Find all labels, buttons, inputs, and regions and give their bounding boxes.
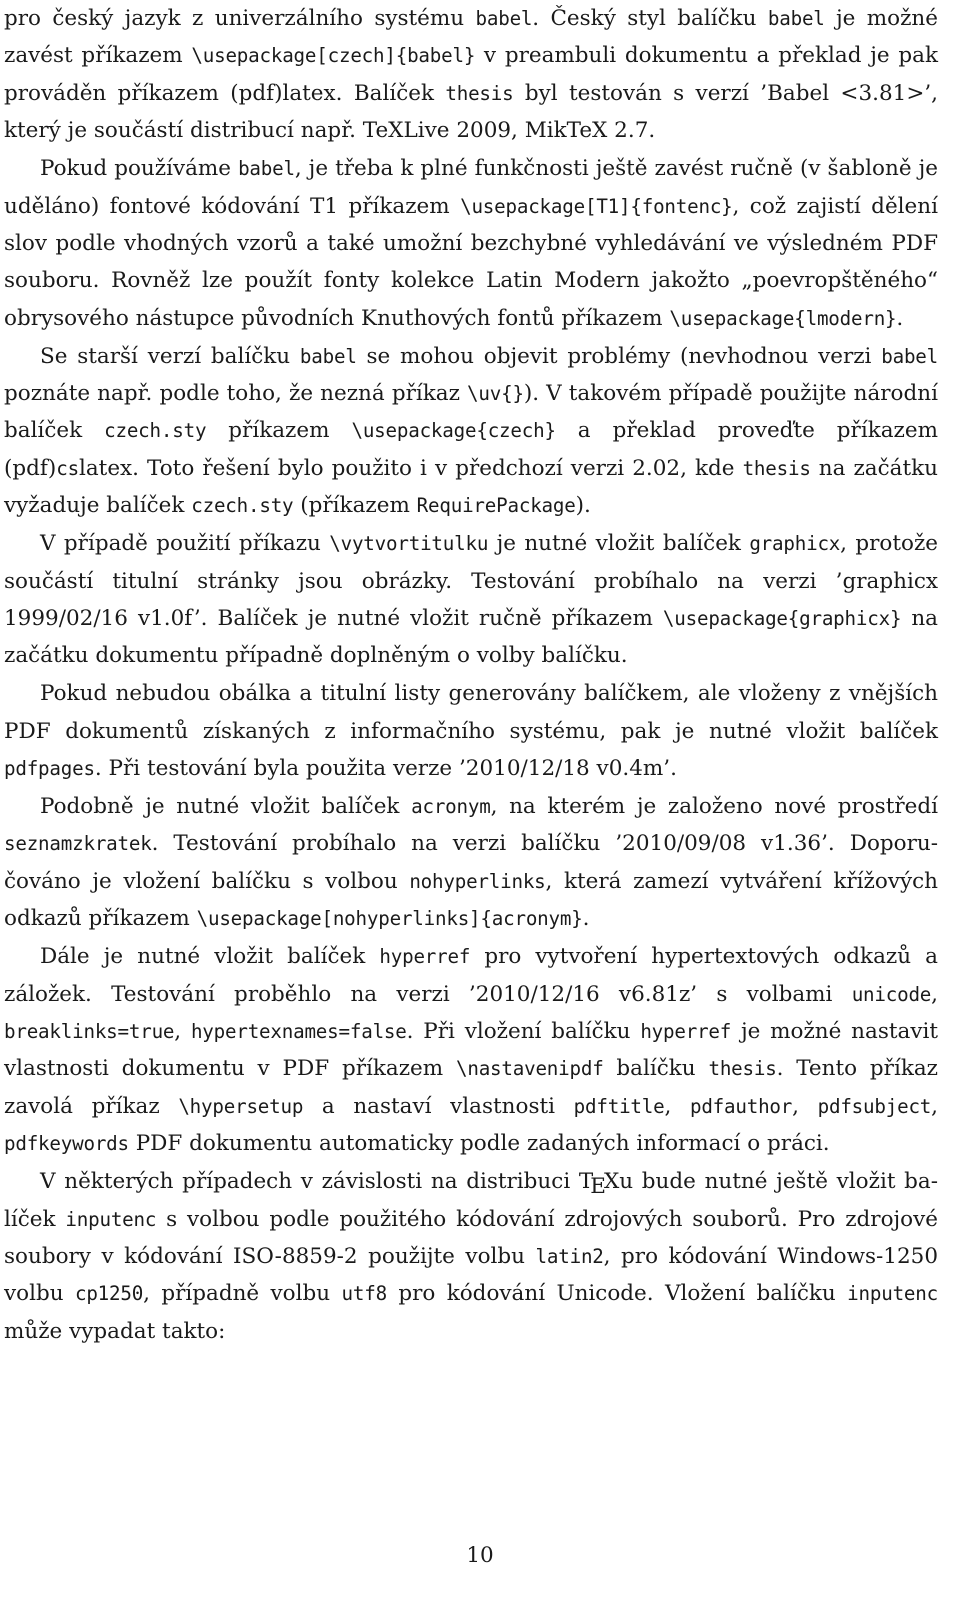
code-unicode: unicode: [851, 982, 932, 1006]
code-czech-sty: czech.sty: [191, 494, 294, 518]
code-thesis: thesis: [445, 81, 514, 105]
tex-logo-t: T: [578, 1169, 594, 1195]
code-babel: babel: [767, 7, 825, 30]
text-run: byl testován s verzí ’Babel <3.81>’, který je součástí distribucí např. TeXLive 2009, MikTeX 2.7.: [4, 80, 939, 144]
paragraph-hyperref: [4, 938, 938, 1162]
code-thesis: thesis: [742, 456, 811, 480]
text-run: balíčku: [603, 1056, 709, 1082]
text-run: pro kódování Unicode. Vložení balíčku: [386, 1281, 848, 1307]
text-run: .: [582, 906, 590, 932]
paragraph-older-babel: [4, 338, 938, 525]
code-thesis: thesis: [708, 1057, 777, 1081]
text-run: , případně volbu: [143, 1281, 342, 1307]
text-run: na začátku vyžaduje balíček: [4, 455, 938, 519]
text-run: Podobně je nutné vložit balíček: [40, 794, 412, 820]
code-usepackage-fontenc: \usepackage[T1]{fontenc}: [460, 194, 733, 218]
text-run: . Při vložení balíčku: [406, 1018, 641, 1044]
text-run: . Tento příkaz zavolá příkaz: [4, 1056, 938, 1119]
text-run: a nastaví vlastnosti: [303, 1093, 574, 1119]
text-run: ).: [575, 493, 591, 519]
text-run: Pokud nebudou obálka a titulní listy generovány balíčkem, ale vloženy z vnějších PDF dokumentů získaných z informačního systému, pak je nutné vložit balíček: [4, 681, 938, 744]
text-run: ,: [931, 1093, 938, 1119]
code-inputenc: inputenc: [65, 1207, 157, 1231]
code-usepackage-czech: \usepackage{czech}: [351, 419, 556, 443]
text-run: ). V takovém případě použijte národní balíček: [4, 381, 938, 444]
text-run: je možné zavést příkazem: [4, 6, 938, 69]
text-run: Pokud používáme: [40, 156, 239, 182]
text-run: V případě použití příkazu: [40, 531, 330, 557]
text-run: ,: [664, 1093, 690, 1119]
code-hyperref: hyperref: [379, 945, 471, 969]
text-run: může vypadat takto:: [4, 1318, 226, 1344]
text-run: na začátku dokumentu případně doplněným o volby balíčku.: [4, 606, 938, 669]
code-breaklinks: breaklinks=true: [4, 1019, 175, 1043]
code-utf8: utf8: [341, 1282, 387, 1306]
text-run: s volbou podle použitého kódování zdrojových souborů. Pro zdrojové soubory v kódování ISO-8859-2 použijte volbu: [4, 1206, 939, 1269]
text-run: v preambuli dokumentu a překlad je pak prováděn příkazem (pdf)latex. Balíček: [4, 43, 938, 106]
paragraph-fontenc: [4, 150, 938, 337]
text-run: . Testování probíhalo na verzi balíčku ’2010/09/08 v1.36’. Doporučováno je vložení balíčku s volbou: [4, 831, 938, 894]
text-run: a překlad proveďte příkazem (pdf): [4, 418, 938, 481]
text-run: , je třeba k plné funkčnosti ještě zavést ručně (v šabloně je uděláno) fontové kódování T1 příkazem: [4, 156, 938, 219]
code-pdfkeywords: pdfkeywords: [4, 1132, 129, 1156]
text-run: se mohou objevit problémy (nevhodnou verzi: [356, 343, 882, 369]
text-run: (příkazem: [293, 493, 417, 519]
paragraph-babel-intro: [4, 0, 938, 150]
text-run: , protože součástí titulní stránky jsou obrázky. Testování probíhalo na verzi ’graphicx 1999/02/16 v1.0f’. Balíček je nutné vložit ručně příkazem: [4, 531, 938, 631]
code-babel: babel: [475, 7, 533, 30]
text-run: Dále je nutné vložit balíček: [40, 944, 380, 970]
code-graphicx: graphicx: [749, 532, 841, 556]
code-pdfauthor: pdfauthor: [689, 1094, 793, 1118]
code-nohyperlinks: nohyperlinks: [409, 869, 546, 893]
document-page: [4, 0, 938, 1350]
code-usepackage-graphicx: \usepackage{graphicx}: [662, 607, 902, 630]
text-run: ,: [792, 1093, 818, 1119]
code-pdfsubject: pdfsubject: [817, 1094, 932, 1118]
text-run: . Český styl balíčku: [532, 6, 768, 31]
code-babel: babel: [238, 157, 295, 181]
text-run: je nutné vložit balíček: [488, 531, 750, 557]
text-run: . Při testování byla použita verze ’2010/12/18 v0.4m’.: [94, 756, 677, 782]
code-czech-sty: czech.sty: [104, 419, 207, 443]
text-run: , na kterém je založeno nové prostředí: [490, 794, 938, 820]
page-number: 10: [466, 1543, 494, 1568]
tex-logo: [578, 1169, 620, 1200]
text-run: V některých případech v závislosti na distribuci: [40, 1169, 579, 1195]
code-usepackage-czech-babel: \usepackage[czech]{babel}: [191, 44, 476, 68]
code-cp1250: cp1250: [74, 1282, 144, 1306]
code-nastavenipdf: \nastavenipdf: [455, 1057, 604, 1081]
code-babel: babel: [881, 344, 938, 368]
text-run: PDF dokumentu automaticky podle zadaných informací o práci.: [128, 1131, 830, 1157]
paragraph-inputenc: [4, 1163, 938, 1350]
text-run: latex. Toto řešení bylo použito i v předchozí verzi 2.02, kde: [78, 455, 743, 481]
text-run: , která zamezí vytváření křížových odkazů příkazem: [4, 868, 939, 932]
text-run: pro český jazyk z univerzálního systému: [4, 6, 476, 31]
text-run: je možné nastavit vlastnosti dokumentu v PDF příkazem: [4, 1018, 938, 1082]
code-hyperref: hyperref: [640, 1019, 732, 1043]
tex-logo-x: X: [603, 1169, 620, 1195]
text-run: poznáte např. podle toho, že nezná příkaz: [4, 381, 468, 407]
code-pdfpages: pdfpages: [4, 757, 95, 781]
text-run: , pro kódování Windows-1250 volbu: [4, 1243, 938, 1307]
text-run: , což zajistí dělení slov podle vhodných vzorů a také umožní bezchybné vyhledávání ve výsledném PDF souboru. Rovněž lze použít fonty kolekce Latin Modern jakožto „poevropštěného“ obrysového nástupce původních Knuthových fontů příkazem: [4, 193, 938, 331]
paragraph-pdfpages: [4, 675, 938, 787]
code-usepackage-acronym: \usepackage[nohyperlinks]{acronym}: [196, 907, 583, 931]
text-run: příkazem: [206, 418, 352, 444]
code-cs: cs: [56, 456, 79, 480]
code-seznamzkratek: seznamzkratek: [4, 832, 152, 856]
text-run: .: [896, 305, 904, 331]
text-run: pro vytvoření hypertextových odkazů a záložek. Testování proběhlo na verzi ’2010/12/16 v6.81z’ s volbami: [4, 944, 938, 1007]
code-inputenc: inputenc: [847, 1282, 938, 1306]
tex-logo-e: E: [590, 1174, 606, 1200]
code-vytvortitulku: \vytvortitulku: [329, 532, 489, 556]
paragraph-acronym: [4, 788, 938, 938]
code-acronym: acronym: [411, 795, 491, 819]
code-requirepackage: RequirePackage: [416, 494, 576, 518]
text-run: ,: [931, 981, 938, 1007]
text-run: Se starší verzí balíčku: [40, 343, 300, 369]
code-uv: \uv{}: [467, 382, 524, 406]
code-pdftitle: pdftitle: [573, 1094, 665, 1118]
code-latin2: latin2: [535, 1244, 604, 1268]
paragraph-graphicx: [4, 525, 938, 675]
text-run: ,: [174, 1018, 191, 1044]
code-hypertexnames: hypertexnames=false: [190, 1019, 407, 1043]
code-babel: babel: [299, 344, 357, 368]
code-usepackage-lmodern: \usepackage{lmodern}: [669, 306, 897, 330]
code-hypersetup: \hypersetup: [178, 1094, 304, 1118]
text-run: u bude nutné ještě vložit balíček: [4, 1169, 938, 1232]
